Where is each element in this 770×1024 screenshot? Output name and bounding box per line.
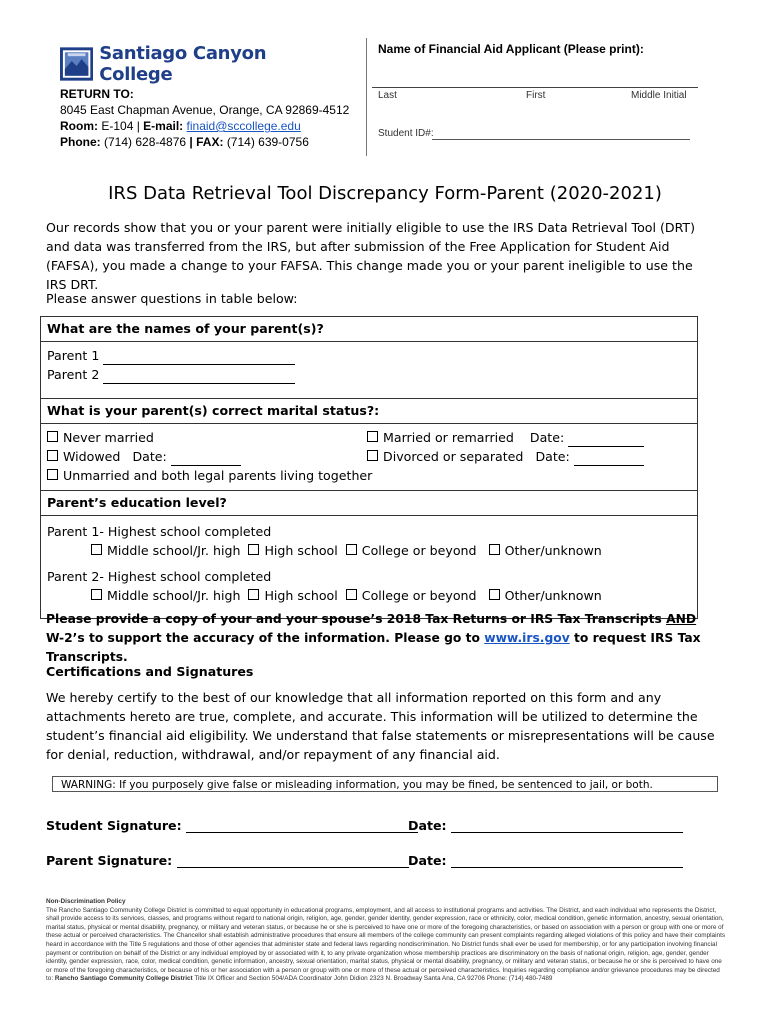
p2-high-label: High school [264,588,338,603]
divorced-separated-checkbox[interactable] [367,450,378,461]
college-logo [60,43,340,85]
return-address-block: RETURN TO: 8045 East Chapman Avenue, Orange, CA 92869-4512 Room: E-104 | E-mail: finaid@sccollege.edu Phone: (714) 628-4876 | FAX: (714) 639-0756 [60,86,360,150]
married-date-field[interactable] [568,432,644,447]
student-date-field[interactable] [451,818,683,833]
widowed-checkbox[interactable] [47,450,58,461]
unmarried-both-label: Unmarried and both legal parents living together [63,468,373,483]
parent1-label: Parent 1 [47,348,100,363]
married-date-label: Date: [529,430,565,445]
certification-text: We hereby certify to the best of our knowledge that all information reported on this form and any attachments hereto are true, complete, and accurate. This information will be utilized to determine the student’s financial aid eligibility. We understand that false statements or misrepresentations will be cause for denial, reduction, withdrawal, and/or repayment of any financial aid. [46,690,715,762]
room-value: E-104 [101,119,134,133]
student-signature-field[interactable] [186,818,418,833]
p1-other-label: Other/unknown [504,543,602,558]
warning-box: WARNING: If you purposely give false or misleading information, you may be fined, be sentenced to jail, or both. [52,776,718,792]
policy-text: The Rancho Santiago Community College District is committed to equal opportunity in educational programs, employment, and all access to institutional programs and activities. The District, and each individual who represents the District, shall provide access to its services, classes, and programs without regard to national origin, religion, age, gender, gender identity, gender expression, race or ethnicity, color, medical condition, genetic information, ancestry, sexual orientation, marital status, physical or mental disability, pregnancy, or military and veteran status, or because he or she is perceived to have one or more of the foregoing characteristics, or based on association with a person or group with one or more of these actual or perceived characteristics. The Chancellor shall establish administrative procedures that ensure all members of the college community can present complaints regarding alleged violations of this policy and have their complaints heard in accordance with the Title 5 regulations and those of other agencies that administer state and federal laws regarding nondiscrimination. No District funds shall ever be used for membership, or for any participation involving financial payment or contribution on behalf of the District or any individual employed by or associated with it, to any private organization whose membership practices are discriminatory on the basis of national origin, religion, age, gender, gender identity, gender expression, race, color, medical condition, genetic information, ancestry, sexual orientation, marital status, physical or mental disability, pregnancy, or military and veteran status, or because he or she is perceived to have one or more of the foregoing characteristics, or because of his or her association with a person or group with one or more of these actual or perceived characteristics. Inquiries regarding compliance and/or grievance procedures may be directed to: [46,906,726,983]
parent1-name-field[interactable] [103,350,295,365]
tax-note-part1: Please provide a copy of your and your spouse’s 2018 Tax Returns or IRS Tax Transcripts [46,612,667,626]
question-parent-names: What are the names of your parent(s)? [41,317,698,342]
first-name-label: First [526,90,546,101]
widowed-date-field[interactable] [171,451,241,466]
student-id-field[interactable] [432,139,690,140]
certifications-heading: Certifications and Signatures [46,664,254,679]
p2-middle-label: Middle school/Jr. high [107,588,241,603]
email-label: E-mail: [143,119,184,133]
tax-documents-note [46,610,716,667]
divorced-date-field[interactable] [574,451,644,466]
irs-link[interactable]: www.irs.gov [484,631,570,645]
p1-college-checkbox[interactable] [346,544,357,555]
divorced-separated-label: Divorced or separated [383,449,524,464]
applicant-name-label: Name of Financial Aid Applicant (Please print): [378,42,644,56]
student-date-label: Date: [408,818,447,833]
p2-other-label: Other/unknown [504,588,602,603]
widowed-label: Widowed [63,449,121,464]
never-married-label: Never married [63,430,154,445]
parent2-education-label: Parent 2- Highest school completed [47,569,272,584]
phone-value: (714) 628-4876 [104,135,187,149]
student-date-row [408,818,683,833]
policy-contact: Title IX Officer and Section 504/ADA Coordinator John Didion 2323 N. Broadway Santa Ana, CA 92706 Phone: (714) 480-7489 [192,975,553,983]
phone-label: Phone: [60,135,101,149]
room-label: Room: [60,119,98,133]
divorced-date-label: Date: [535,449,570,464]
college-seal-icon [60,47,93,81]
table-instruction: Please answer questions in table below: [46,291,298,306]
p1-other-checkbox[interactable] [489,544,500,555]
fax-value: (714) 639-0756 [226,135,309,149]
last-name-label: Last [378,90,397,101]
policy-title: Non-Discrimination Policy [46,898,126,905]
fax-label: FAX: [196,135,224,149]
parent-signature-row [46,853,409,868]
student-id-label: Student ID#: [378,128,434,139]
parent2-name-field[interactable] [103,369,295,384]
parent-signature-label: Parent Signature: [46,853,173,868]
p2-other-checkbox[interactable] [489,589,500,600]
parent-date-label: Date: [408,853,447,868]
widowed-date-label: Date: [132,449,167,464]
policy-district: Rancho Santiago Community College District [54,975,193,983]
tax-note-part2: W-2’s to support the accuracy of the information. Please go to [46,631,485,645]
question-education-level: Parent’s education level? [41,491,698,516]
middle-initial-label: Middle Initial [631,90,687,101]
p1-high-label: High school [264,543,338,558]
parent-date-row [408,853,683,868]
email-link[interactable]: finaid@sccollege.edu [186,119,301,133]
p1-high-checkbox[interactable] [248,544,259,555]
p2-high-checkbox[interactable] [248,589,259,600]
parent-signature-field[interactable] [177,853,409,868]
tax-note-and: AND [666,612,697,626]
parent1-education-label: Parent 1- Highest school completed [47,524,272,539]
applicant-name-field[interactable] [372,87,698,88]
form-title: IRS Data Retrieval Tool Discrepancy Form-Parent (2020-2021) [108,183,662,204]
parent-date-field[interactable] [451,853,683,868]
p1-middle-checkbox[interactable] [91,544,102,555]
questions-table [40,316,698,619]
parent2-label: Parent 2 [47,367,100,382]
unmarried-both-checkbox[interactable] [47,469,58,480]
student-signature-label: Student Signature: [46,818,182,833]
p1-college-label: College or beyond [361,543,477,558]
student-signature-row [46,818,418,833]
address: 8045 East Chapman Avenue, Orange, CA 92869-4512 [60,103,350,117]
intro-text: Our records show that you or your parent were initially eligible to use the IRS Data Retrieval Tool (DRT) and data was transferred from the IRS, but after submission of the Free Application for Student Aid (FAFSA), you made a change to your FAFSA. This change made you or your parent ineligible to use the IRS DRT. [46,220,696,292]
header-divider [366,38,367,156]
p2-college-checkbox[interactable] [346,589,357,600]
p1-middle-label: Middle school/Jr. high [107,543,241,558]
p2-college-label: College or beyond [361,588,477,603]
married-remarried-checkbox[interactable] [367,431,378,442]
married-remarried-label: Married or remarried [383,430,514,445]
never-married-checkbox[interactable] [47,431,58,442]
tax-note-part3: to request IRS Tax Transcripts. [46,631,701,664]
question-marital-status: What is your parent(s) correct marital status?: [41,399,698,424]
p2-middle-checkbox[interactable] [91,589,102,600]
non-discrimination-policy [46,898,726,984]
return-to-label: RETURN TO: [60,87,134,101]
college-name: Santiago Canyon College [99,43,267,85]
